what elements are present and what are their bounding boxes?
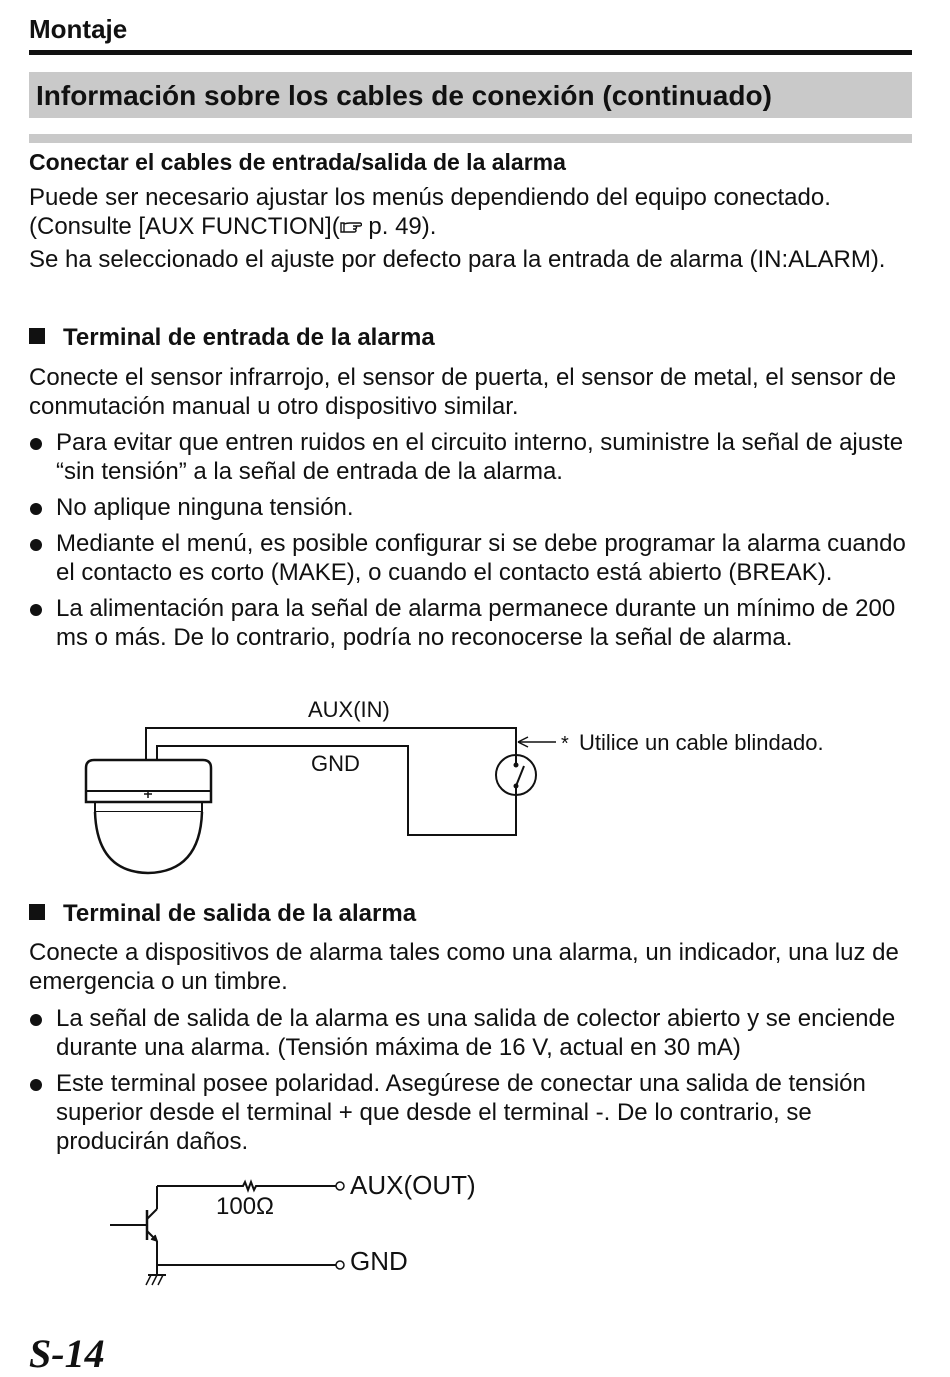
gnd-out-label: GND <box>350 1246 408 1276</box>
alarm-input-diagram <box>0 690 950 880</box>
resistor-wire <box>157 1182 336 1190</box>
intro-paragraph-ref: p. 49). <box>361 213 437 240</box>
ground-icon <box>146 1275 166 1285</box>
intro-default-note: Se ha seleccionado el ajuste por defecto para la entrada de alarma (IN:ALARM). <box>29 246 886 273</box>
pointing-hand-icon <box>340 213 362 240</box>
aux-out-terminal-icon <box>336 1182 344 1190</box>
dome-camera-icon <box>86 760 211 873</box>
cable-note: Utilice un cable blindado. <box>579 730 824 755</box>
list-item: La señal de salida de la alarma es una salida de colector abierto y se enciende durante una alarma. (Tensión máxima de 16 V, actual en 30 mA) <box>29 1004 909 1062</box>
input-terminal-description: Conecte el sensor infrarrojo, el sensor de puerta, el sensor de metal, el sensor de conmutación manual u otro dispositivo similar. <box>29 364 897 420</box>
output-terminal-heading-text: Terminal de salida de la alarma <box>63 900 417 927</box>
resistor-label: 100Ω <box>216 1193 274 1220</box>
section-label: Montaje <box>29 14 128 44</box>
list-item: Mediante el menú, es posible configurar si se debe programar la alarma cuando el contacto es corto (MAKE), o cuando el contacto está abierto (BREAK). <box>29 529 909 587</box>
gnd-out-terminal-icon <box>336 1261 344 1269</box>
square-bullet-icon <box>29 904 45 920</box>
transistor-icon <box>110 1186 157 1275</box>
intro-paragraph <box>29 183 909 241</box>
list-item: Este terminal posee polaridad. Asegúrese de conectar una salida de tensión superior desde el terminal + que desde el terminal -. De lo contrario, se producirán daños. <box>29 1069 909 1156</box>
cable-note-mark: * <box>561 733 569 755</box>
aux-out-label: AUX(OUT) <box>350 1170 476 1200</box>
page-title: Información sobre los cables de conexión (continuado) <box>29 72 912 118</box>
output-terminal-description: Conecte a dispositivos de alarma tales como una alarma, un indicador, una luz de emergencia o un timbre. <box>29 939 899 995</box>
gnd-label: GND <box>311 751 360 776</box>
list-item: No aplique ninguna tensión. <box>29 493 909 522</box>
square-bullet-icon <box>29 328 45 344</box>
intro-heading: Conectar el cables de entrada/salida de la alarma <box>29 149 566 175</box>
aux-in-label: AUX(IN) <box>308 697 390 722</box>
list-item: Para evitar que entren ruidos en el circuito interno, suministre la señal de ajuste “sin tensión” a la señal de entrada de la alarma. <box>29 428 909 486</box>
page-number: S-14 <box>29 1331 105 1376</box>
intro-paragraph-text: Puede ser necesario ajustar los menús dependiendo del equipo conectado. (Consulte [AUX FUNCTION]( <box>29 184 831 240</box>
alarm-output-diagram <box>0 1165 950 1300</box>
input-terminal-bullets <box>29 428 909 659</box>
top-rule <box>29 50 912 55</box>
output-terminal-heading <box>29 900 416 928</box>
input-terminal-heading-text: Terminal de entrada de la alarma <box>63 324 435 351</box>
alarm-switch-icon <box>496 755 536 795</box>
input-terminal-heading <box>29 324 435 352</box>
list-item: La alimentación para la señal de alarma permanece durante un mínimo de 200 ms o más. De lo contrario, podría no reconocerse la señal de alarma. <box>29 594 909 652</box>
title-underline <box>29 134 912 143</box>
output-terminal-bullets <box>29 1004 909 1163</box>
